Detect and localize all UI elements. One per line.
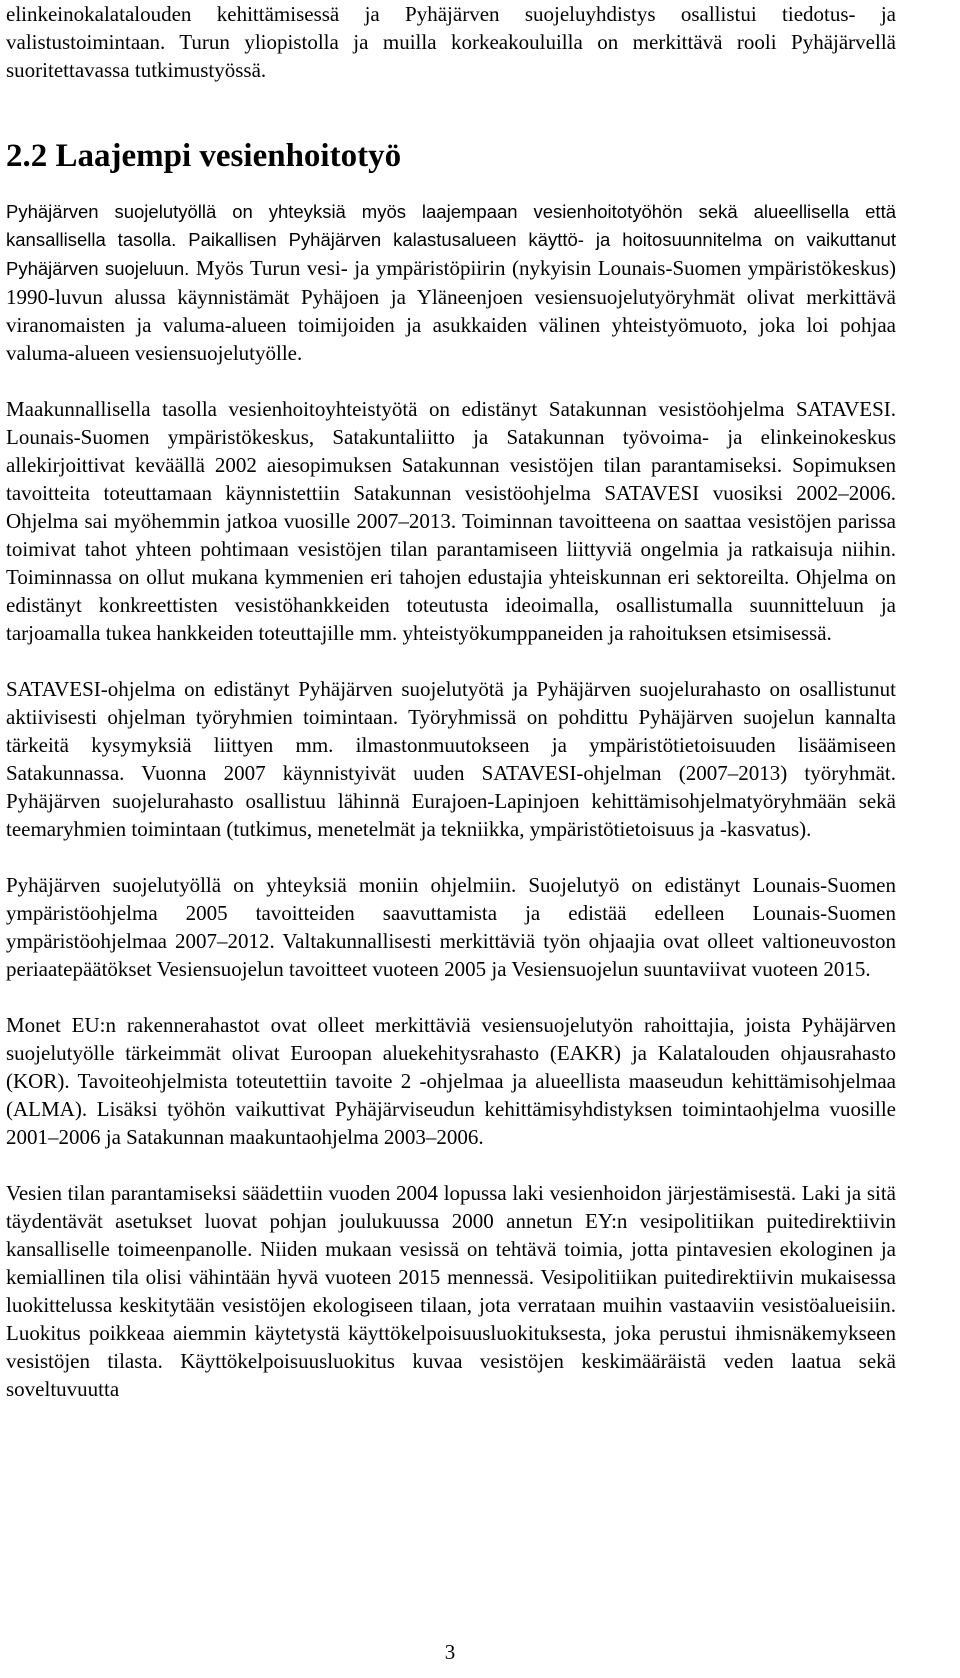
paragraph-6: Vesien tilan parantamiseksi säädettiin vuoden 2004 lopussa laki vesienhoidon järjestämisestä. Laki ja sitä täydentävät asetukset luovat pohjan joulukuussa 2000 annetun EY:n vesipolitiikan puitedirektiivin kansalliselle toimeenpanolle. Niiden mukaan vesissä on tehtävä toimia, jotta pintavesien ekologinen ja kemiallinen tila olisi vähintään hyvä vuoteen 2015 mennessä. Vesipolitiikan puitedirektiivin mukaisessa luokittelussa keskitytään vesistöjen ekologiseen tilaan, jota verrataan muihin vastaaviin vesistöalueisiin. Luokitus poikkeaa aiemmin käytetystä käyttökelpoisuusluokituksesta, joka perustui ihmisnäkemykseen vesistöjen tilasta. Käyttökelpoisuusluokitus kuvaa vesistöjen keskimääräistä veden laatua sekä soveltuvuutta bbox=[6, 1181, 896, 1401]
paragraph-4: Pyhäjärven suojelutyöllä on yhteyksiä moniin ohjelmiin. Suojelutyö on edistänyt Lounais-Suomen ympäristöohjelma 2005 tavoitteiden saavuttamista ja edistää edelleen Lounais-Suomen ympäristöohjelmaa 2007–2012. Valtakunnallisesti merkittäviä työn ohjaajia ovat olleet valtioneuvoston periaatepäätökset Vesiensuojelun tavoitteet vuoteen 2005 ja Vesiensuojelun suuntaviivat vuoteen 2015. bbox=[6, 873, 896, 981]
page-number: 3 bbox=[444, 1640, 456, 1664]
paragraph-5: Monet EU:n rakennerahastot ovat olleet merkittäviä vesiensuojelutyön rahoittajia, joista Pyhäjärven suojelutyölle tärkeimmät olivat Euroopan aluekehitysrahasto (EAKR) ja Kalatalouden ohjausrahasto (KOR). Tavoiteohjelmista toteutettiin tavoite 2 -ohjelmaa ja alueellista maaseudun kehittämisohjelmaa (ALMA). Lisäksi työhön vaikuttivat Pyhäjärviseudun kehittämisyhdistyksen toimintaohjelma vuosille 2001–2006 ja Satakunnan maakuntaohjelma 2003–2006. bbox=[6, 1013, 896, 1149]
section-body bbox=[6, 198, 896, 1403]
paragraph-1 bbox=[6, 198, 896, 367]
paragraph-1-sans-b: Paikallisen Pyhäjärven kalastusalueen käyttö- ja hoitosuunnitelma on vaikuttanut Pyhäjärven suojeluun. bbox=[6, 229, 896, 279]
paragraph-1-serif: Myös Turun vesi- ja ympäristöpiirin (nykyisin Lounais-Suomen ympäristökeskus) 1990-luvun alussa käynnistämät Pyhäjoen ja Yläneenjoen vesiensuojelutyöryhmät olivat merkittävä viranomaisten ja valuma-alueen toimijoiden ja asukkaiden välinen yhteistyömuoto, joka loi pohjaa valuma-alueen vesiensuojelutyölle. bbox=[6, 256, 896, 365]
paragraph-1-sans-a: Pyhäjärven suojelutyöllä on yhteyksiä myös laajempaan vesienhoitotyöhön sekä alueellisella että kansallisella tasolla. bbox=[6, 201, 896, 250]
intro-paragraph: elinkeinokalatalouden kehittämisessä ja Pyhäjärven suojeluyhdistys osallistui tiedotus- ja valistustoimintaan. Turun yliopistolla ja muilla korkeakouluilla on merkittävä rooli Pyhäjärvellä suoritettavassa tutkimustyössä. bbox=[6, 2, 896, 82]
paragraph-3: SATAVESI-ohjelma on edistänyt Pyhäjärven suojelutyötä ja Pyhäjärven suojelurahasto on osallistunut aktiivisesti ohjelman työryhmien toimintaan. Työryhmissä on pohdittu Pyhäjärven suojelun kannalta tärkeitä kysymyksiä liittyen mm. ilmastonmuutokseen ja ympäristötietoisuuden lisäämiseen Satakunnassa. Vuonna 2007 käynnistyivät uuden SATAVESI-ohjelman (2007–2013) työryhmät. Pyhäjärven suojelurahasto osallistuu lähinnä Eurajoen-Lapinjoen kehittämisohjelmatyöryhmään sekä teemaryhmien toimintaan (tutkimus, menetelmät ja tekniikka, ympäristötietoisuus ja -kasvatus). bbox=[6, 677, 896, 841]
document-page bbox=[6, 0, 896, 84]
section-heading: 2.2 Laajempi vesienhoitotyö bbox=[6, 138, 402, 174]
paragraph-2: Maakunnallisella tasolla vesienhoitoyhteistyötä on edistänyt Satakunnan vesistöohjelma SATAVESI. Lounais-Suomen ympäristökeskus, Satakuntaliitto ja Satakunnan työvoima- ja elinkeinokeskus allekirjoittivat keväällä 2002 aiesopimuksen Satakunnan vesistöjen tilan parantamiseksi. Sopimuksen tavoitteita toteuttamaan käynnistettiin Satakunnan vesistöohjelma SATAVESI vuosiksi 2002–2006. Ohjelma sai myöhemmin jatkoa vuosille 2007–2013. Toiminnan tavoitteena on saattaa vesistöjen parissa toimivat tahot yhteen pohtimaan vesistöjen tilan parantamiseen liittyviä ongelmia ja ratkaisuja niihin. Toiminnassa on ollut mukana kymmenien eri tahojen edustajia yhteiskunnan eri sektoreilta. Ohjelma on edistänyt konkreettisten vesistöhankkeiden toteutusta ideoimalla, osallistumalla suunnitteluun ja tarjoamalla tukea hankkeiden toteuttajille mm. yhteistyökumppaneiden ja rahoituksen etsimisessä. bbox=[6, 397, 896, 645]
